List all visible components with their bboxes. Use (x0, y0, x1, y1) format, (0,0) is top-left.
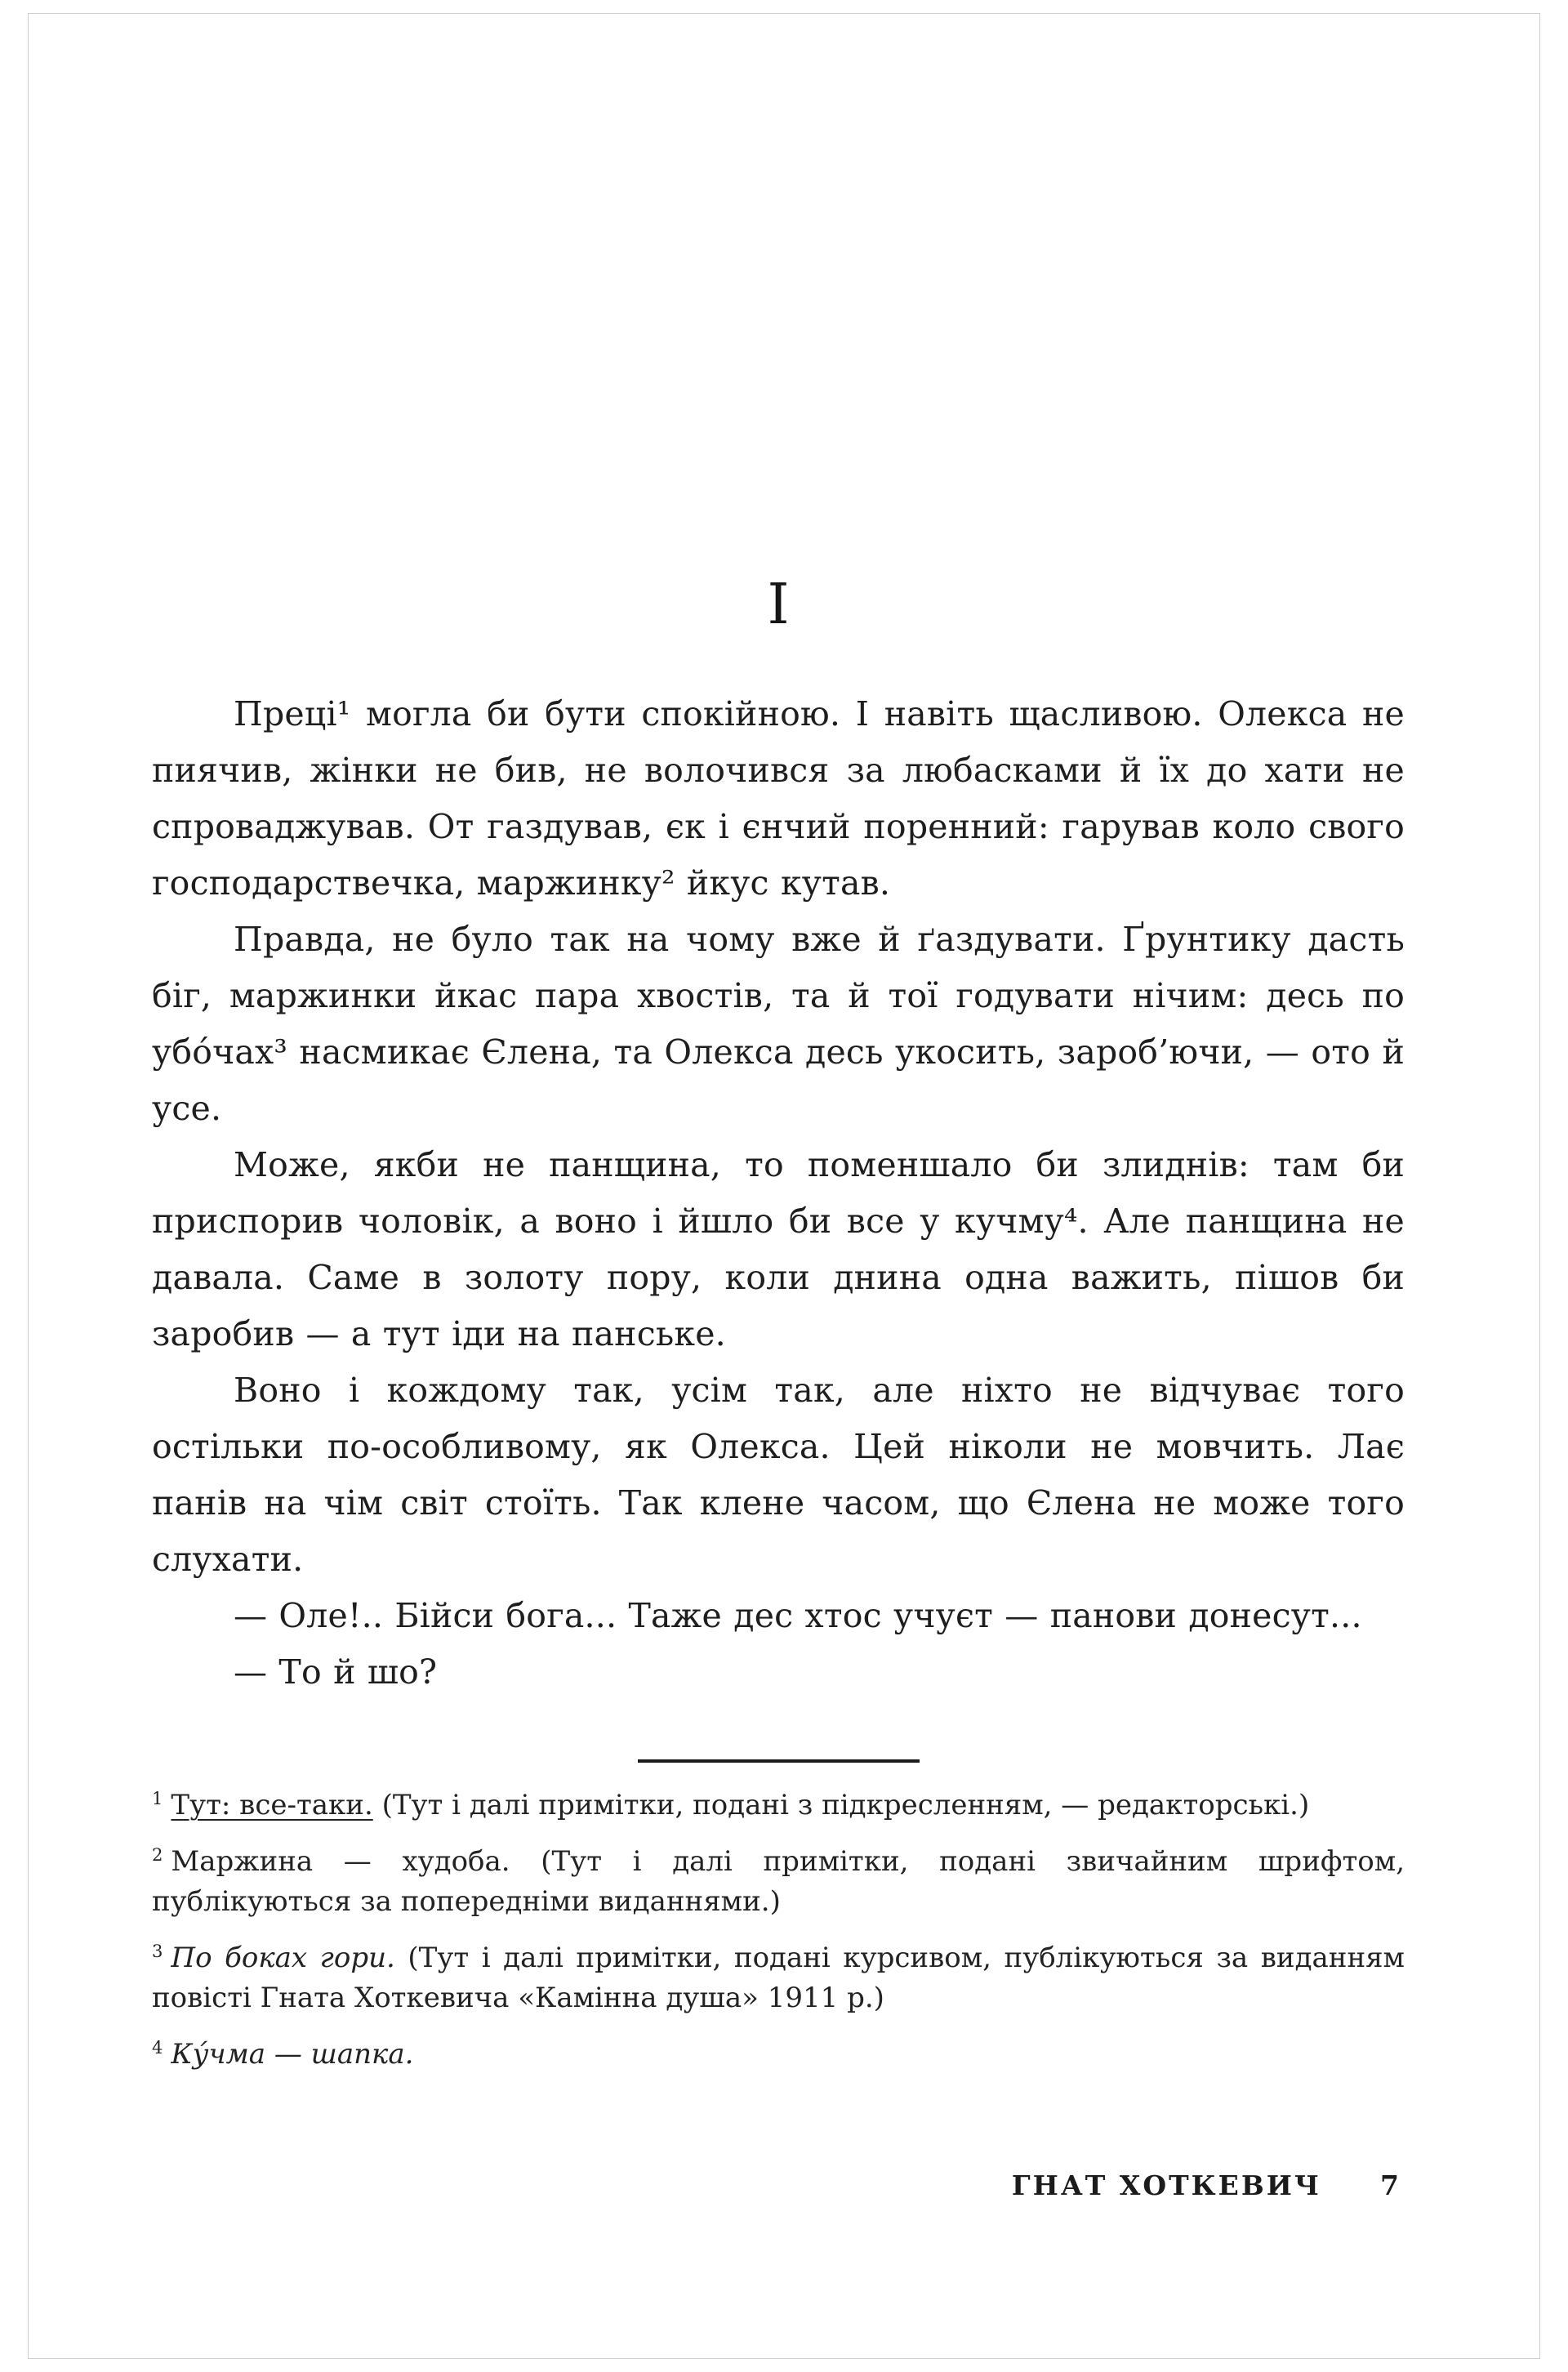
footnote-text: (Тут і далі примітки, подані з підкресленням, — редакторські.) (381, 1789, 1310, 1821)
page-footer (1012, 2169, 1401, 2201)
dialogue-line: — То й шо? (234, 1652, 438, 1692)
footnote-marker: 2 (152, 1844, 163, 1865)
paragraph: Може, якби не панщина, то поменшало би злиднів: там би приспорив чоловік, а воно і йшло би все у кучму⁴. Але панщина не давала. Саме в золоту пору, коли днина одна важить, пішов би заробив — а тут іди на панське. (152, 1145, 1405, 1353)
chapter-heading: I (767, 573, 790, 637)
footnote-text: (Тут і далі примітки, подані звичайним шрифтом, публікуються за попередніми виданнями.) (152, 1845, 1405, 1918)
footnote-lead: Тут: все-таки. (171, 1789, 373, 1821)
paragraph: Правда, не було так на чому вже й ґаздувати. Ґрунтику дасть біг, маржинки йкас пара хвостів, та й тої годувати нічим: десь по убо́чах³ насмикає Єлена, та Олекса десь укосить, зароб’ючи, — ото й усе. (152, 920, 1405, 1128)
footnote (152, 1769, 1405, 1826)
body-text (152, 686, 1405, 1701)
footnote-lead: По боках гори. (171, 1942, 395, 1974)
footnote-separator (638, 1759, 920, 1763)
footnote-marker: 1 (152, 1787, 163, 1808)
paragraph: Воно і кождому так, усім так, але ніхто не відчуває того остільки по-особливому, як Олекса. Цей ніколи не мовчить. Лає панів на чім світ стоїть. Так клене часом, що Єлена не може того слухати. (152, 1371, 1405, 1579)
page-number: 7 (1380, 2169, 1401, 2201)
footnote (152, 1826, 1405, 1922)
running-title: ГНАТ ХОТКЕВИЧ (1011, 2169, 1322, 2201)
footnote-text: (Тут і далі примітки, подані курсивом, публікуються за виданням повісті Гната Хоткевича «Камінна душа» 1911 р.) (152, 1942, 1405, 2014)
footnote-marker: 4 (152, 2036, 163, 2058)
page-body (152, 0, 1405, 2075)
dialogue-line: — Оле!.. Бійси бога... Таже дес хтос учуєт — панови донесут... (234, 1596, 1362, 1635)
footnote-lead: Маржина — худоба. (171, 1845, 510, 1878)
footnote-marker: 3 (152, 1940, 163, 1961)
paragraph: Преці¹ могла би бути спокійною. І навіть щасливою. Олекса не пиячив, жінки не бив, не волочився за любасками й їх до хати не спроваджував. От газдував, єк і єнчий поренний: гарував коло свого господарствечка, маржинку² йкус кутав. (152, 694, 1405, 903)
footnote (152, 1922, 1405, 2018)
footnote-lead: Ку́чма — шапка. (171, 2038, 414, 2071)
footnotes-block (152, 1769, 1405, 2075)
footnote (152, 2018, 1405, 2075)
